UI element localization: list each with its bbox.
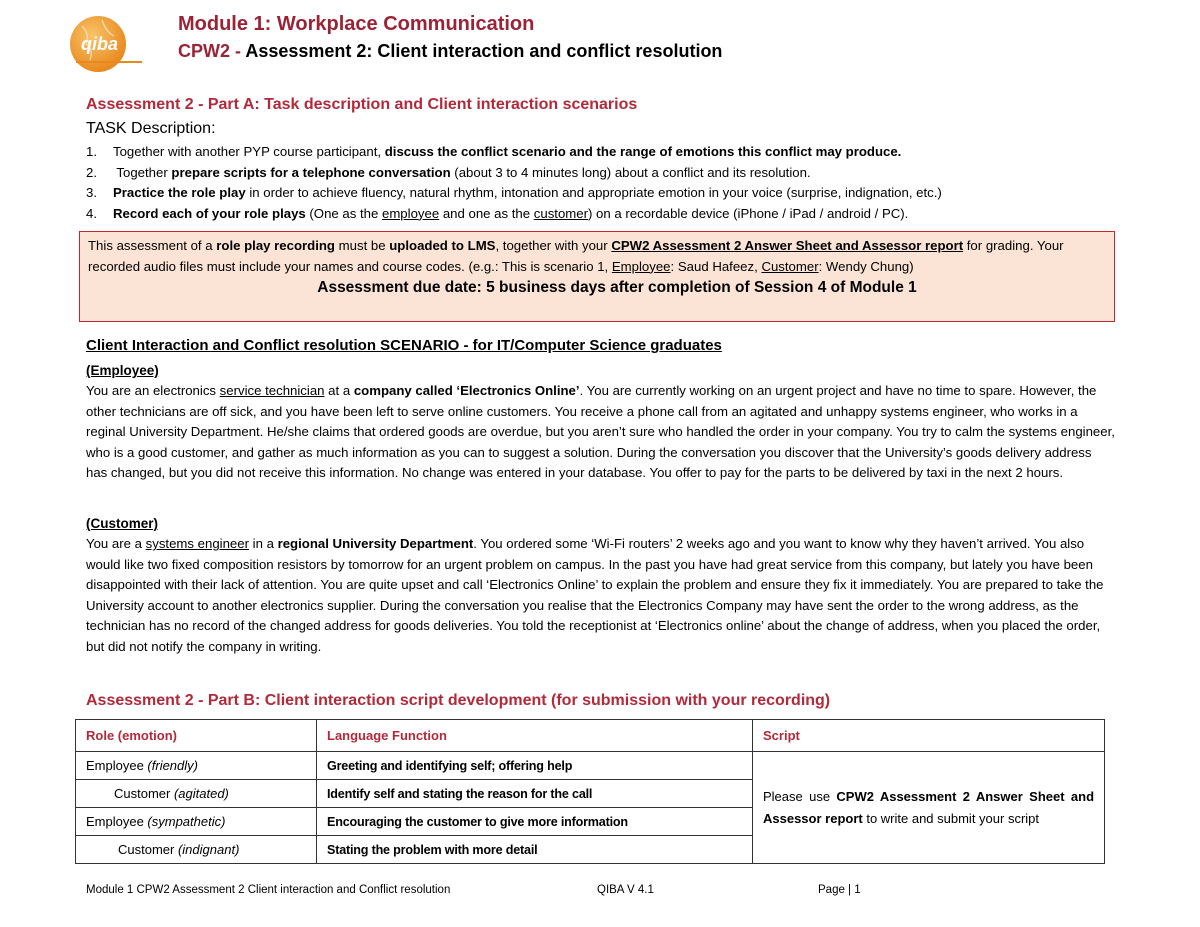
column-header: Role (emotion)	[76, 720, 317, 752]
employee-label: (Employee)	[86, 363, 159, 378]
qiba-logo	[68, 14, 144, 74]
footer-doc-title: Module 1 CPW2 Assessment 2 Client interaction and Conflict resolution	[86, 884, 451, 896]
assessment-title: CPW2 - Assessment 2: Client interaction and conflict resolution	[178, 41, 723, 61]
svg-text:qiba: qiba	[81, 34, 119, 54]
footer-page-number: Page | 1	[818, 884, 861, 896]
column-header: Script	[753, 720, 1105, 752]
part-a-heading: Assessment 2 - Part A: Task description and Client interaction scenarios	[86, 96, 638, 113]
table-row	[76, 752, 1105, 780]
function-cell: Greeting and identifying self; offering help	[317, 752, 753, 780]
role-cell: Employee (sympathetic)	[76, 808, 317, 836]
script-note-cell: Please use CPW2 Assessment 2 Answer Sheet and Assessor report to write and submit your script	[753, 752, 1105, 864]
scenario-title: Client Interaction and Conflict resolution SCENARIO - for IT/Computer Science graduates	[86, 337, 722, 354]
task-label: TASK Description:	[86, 120, 216, 137]
module-title: Module 1: Workplace Communication	[178, 13, 535, 35]
role-cell: Employee (friendly)	[76, 752, 317, 780]
task-item: 2. Together prepare scripts for a telephone conversation (about 3 to 4 minutes long) about a conflict and its resolution.	[86, 164, 811, 180]
role-cell: Customer (indignant)	[76, 836, 317, 864]
task-item: 4. Record each of your role plays (One as the employee and one as the customer) on a recordable device (iPhone / iPad / android / PC).	[86, 205, 909, 221]
task-list	[86, 142, 1116, 224]
employee-scenario: (Employee) You are an electronics service technician at a company called ‘Electronics Online’. You are currently working on an urgent project and have no time to spare. However, the other technicians are off sick, and you have been left to serve online customers. You receive a phone call from an agitated and unhappy systems engineer, who works in a reginal University Department. He/she claims that ordered goods are overdue, but you aren’t sure who handled the order in your company. You try to calm the systems engineer, who is a good customer, and gather as much information as you can to suggest a solution. During the conversation you discover that the University’s goods delivery address has changed, but you did not receive this information. No change was entered in your database. You offer to pay for the parts to be delivered by taxi in the next 2 hours.	[86, 363, 1115, 480]
table-header-row	[76, 720, 1105, 752]
script-table	[75, 719, 1105, 864]
notice-text: This assessment of a role play recording must be uploaded to LMS, together with your CPW2 Assessment 2 Answer Sheet and Assessor report for grading. Your recorded audio files must include your names and course codes. (e.g.: This is scenario 1, Employee: Saud Hafeez, Customer: Wendy Chung)	[88, 238, 1064, 274]
task-item: 1. Together with another PYP course participant, discuss the conflict scenario and the range of emotions this conflict may produce.	[86, 144, 902, 159]
function-cell: Encouraging the customer to give more information	[317, 808, 753, 836]
column-header: Language Function	[317, 720, 753, 752]
task-item: 3. Practice the role play in order to achieve fluency, natural rhythm, intonation and appropriate emotion in your voice (surprise, indignation, etc.)	[86, 185, 942, 200]
part-b-heading: Assessment 2 - Part B: Client interaction script development (for submission with your recording)	[86, 692, 831, 709]
customer-scenario: (Customer) You are a systems engineer in a regional University Department. You ordered some ‘Wi-Fi routers’ 2 weeks ago and you want to know why they haven’t arrived. You also would like two fixed composition resistors by tomorrow for an urgent problem on campus. In the past you have had great service from this company, but lately you have been disappointed with their lack of attention. You are quite upset and call ‘Electronics Online’ to explain the problem and ensure they fix it immediately. You are prepared to take the University account to another electronics supplier. During the conversation you realise that the Electronics Company may have sent the order to the wrong address, as the technician has no record of the changed address for goods deliveries. You told the receptionist at ‘Electronics online’ about the change of address, when you placed the order, but did not notify the company in writing.	[86, 514, 1116, 657]
submission-notice-box	[79, 231, 1115, 322]
function-cell: Identify self and stating the reason for the call	[317, 780, 753, 808]
customer-label: (Customer)	[86, 516, 159, 531]
due-date: Assessment due date: 5 business days after completion of Session 4 of Module 1	[317, 279, 917, 296]
function-cell: Stating the problem with more detail	[317, 836, 753, 864]
role-cell: Customer (agitated)	[76, 780, 317, 808]
footer-version: QIBA V 4.1	[597, 884, 654, 896]
